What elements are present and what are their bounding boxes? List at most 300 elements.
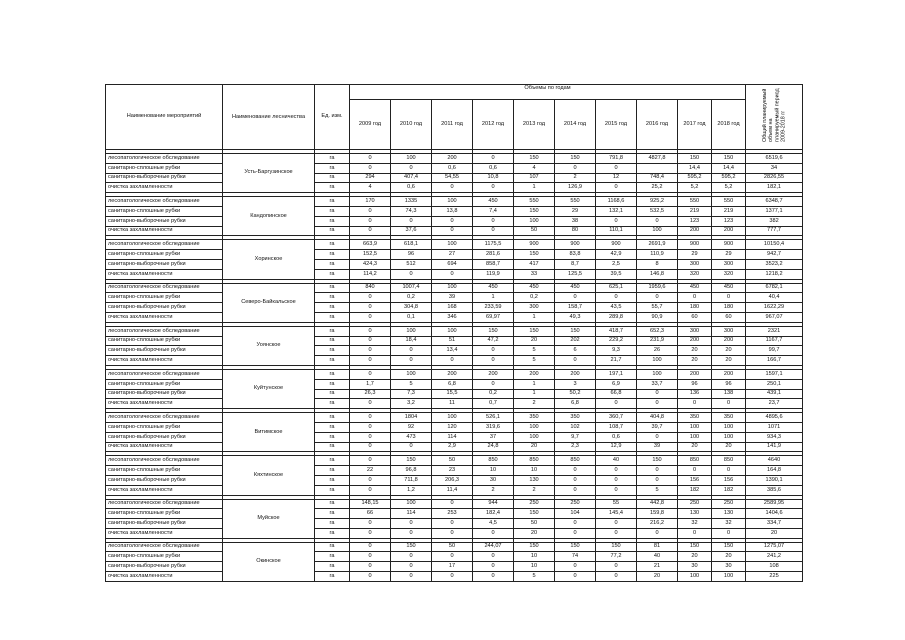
value-cell: 182 xyxy=(678,485,712,495)
value-cell: 0 xyxy=(391,572,432,582)
value-cell: 43,5 xyxy=(596,303,637,313)
value-cell: 2691,9 xyxy=(637,240,678,250)
value-cell: 200 xyxy=(555,369,596,379)
table-row xyxy=(106,499,803,509)
total-cell: 250,1 xyxy=(746,379,803,389)
value-cell: 0 xyxy=(432,226,473,236)
value-cell: 5 xyxy=(514,572,555,582)
table-row xyxy=(106,422,803,432)
value-cell: 38 xyxy=(555,216,596,226)
table-row xyxy=(106,346,803,356)
value-cell: 33 xyxy=(514,269,555,279)
total-cell: 182,1 xyxy=(746,183,803,193)
total-cell: 99,7 xyxy=(746,346,803,356)
value-cell: 150 xyxy=(514,154,555,164)
value-cell: 5 xyxy=(514,346,555,356)
value-cell: 23 xyxy=(432,466,473,476)
activity-cell: лесопатологическое обследование xyxy=(106,154,223,164)
activity-cell: санитарно-сплошные рубки xyxy=(106,250,223,260)
value-cell: 229,2 xyxy=(596,336,637,346)
value-cell: 0 xyxy=(350,226,391,236)
value-cell: 0,2 xyxy=(514,293,555,303)
value-cell: 0 xyxy=(637,528,678,538)
value-cell: 156 xyxy=(678,475,712,485)
value-cell: 900 xyxy=(555,240,596,250)
value-cell: 12,9 xyxy=(596,442,637,452)
value-cell: 360,7 xyxy=(596,413,637,423)
value-cell: 39,7 xyxy=(637,422,678,432)
value-cell: 74,3 xyxy=(391,206,432,216)
value-cell: 30 xyxy=(473,475,514,485)
activity-cell: санитарно-сплошные рубки xyxy=(106,206,223,216)
value-cell: 0 xyxy=(596,528,637,538)
unit-cell: га xyxy=(315,466,350,476)
header-year: 2016 год xyxy=(637,100,678,150)
activity-cell: очистка захламленности xyxy=(106,442,223,452)
value-cell: 0 xyxy=(350,326,391,336)
value-cell: 0 xyxy=(596,183,637,193)
activity-cell: лесопатологическое обследование xyxy=(106,456,223,466)
forestry-cell: Витимское xyxy=(223,413,315,452)
value-cell: 2,3 xyxy=(555,442,596,452)
unit-cell: га xyxy=(315,293,350,303)
value-cell: 0 xyxy=(712,399,746,409)
activity-cell: лесопатологическое обследование xyxy=(106,542,223,552)
value-cell: 0 xyxy=(678,293,712,303)
table-row xyxy=(106,226,803,236)
value-cell: 32 xyxy=(712,519,746,529)
value-cell: 10,8 xyxy=(473,173,514,183)
value-cell: 0 xyxy=(473,226,514,236)
value-cell: 0 xyxy=(555,163,596,173)
activity-cell: санитарно-сплошные рубки xyxy=(106,163,223,173)
unit-cell: га xyxy=(315,183,350,193)
value-cell: 350 xyxy=(678,413,712,423)
value-cell: 6,9 xyxy=(596,379,637,389)
value-cell: 216,2 xyxy=(637,519,678,529)
value-cell: 320 xyxy=(678,269,712,279)
value-cell: 80 xyxy=(555,226,596,236)
value-cell: 100 xyxy=(391,326,432,336)
value-cell: 74 xyxy=(555,552,596,562)
value-cell: 900 xyxy=(678,240,712,250)
value-cell: 50 xyxy=(432,456,473,466)
value-cell: 618,1 xyxy=(391,240,432,250)
activity-cell: санитарно-выборочные рубки xyxy=(106,303,223,313)
value-cell: 6,8 xyxy=(555,399,596,409)
value-cell: 1804 xyxy=(391,413,432,423)
unit-cell: га xyxy=(315,259,350,269)
value-cell: 156 xyxy=(712,475,746,485)
table-row xyxy=(106,552,803,562)
value-cell: 1,2 xyxy=(391,485,432,495)
value-cell: 0 xyxy=(432,269,473,279)
value-cell: 5 xyxy=(637,485,678,495)
value-cell: 30 xyxy=(678,562,712,572)
unit-cell: га xyxy=(315,509,350,519)
value-cell: 1 xyxy=(514,379,555,389)
value-cell: 0 xyxy=(432,216,473,226)
value-cell: 858,7 xyxy=(473,259,514,269)
value-cell: 100 xyxy=(678,572,712,582)
value-cell: 200 xyxy=(514,369,555,379)
value-cell: 0 xyxy=(350,336,391,346)
value-cell: 532,5 xyxy=(637,206,678,216)
value-cell: 96 xyxy=(391,250,432,260)
activity-cell: очистка захламленности xyxy=(106,572,223,582)
header-volumes: Объемы по годам xyxy=(350,85,746,100)
value-cell: 0 xyxy=(350,356,391,366)
activity-cell: санитарно-выборочные рубки xyxy=(106,475,223,485)
table-row xyxy=(106,442,803,452)
value-cell: 100 xyxy=(432,283,473,293)
value-cell: 39 xyxy=(637,442,678,452)
value-cell: 550 xyxy=(514,197,555,207)
value-cell: 159,8 xyxy=(637,509,678,519)
unit-cell: га xyxy=(315,399,350,409)
unit-cell: га xyxy=(315,442,350,452)
value-cell: 595,2 xyxy=(712,173,746,183)
value-cell: 22 xyxy=(350,466,391,476)
value-cell: 4 xyxy=(350,183,391,193)
table-row xyxy=(106,312,803,322)
value-cell: 0 xyxy=(596,562,637,572)
table-row xyxy=(106,519,803,529)
value-cell: 450 xyxy=(514,283,555,293)
value-cell: 7,3 xyxy=(391,389,432,399)
value-cell: 202 xyxy=(555,336,596,346)
value-cell: 81 xyxy=(637,542,678,552)
value-cell: 0 xyxy=(391,519,432,529)
value-cell: 110,9 xyxy=(637,250,678,260)
forestry-cell: Кандопинское xyxy=(223,197,315,236)
value-cell: 50 xyxy=(514,519,555,529)
value-cell: 0 xyxy=(391,562,432,572)
value-cell: 60 xyxy=(678,312,712,322)
value-cell: 150 xyxy=(514,326,555,336)
value-cell: 11,4 xyxy=(432,485,473,495)
value-cell: 136 xyxy=(678,389,712,399)
value-cell: 0 xyxy=(678,528,712,538)
value-cell: 550 xyxy=(555,197,596,207)
value-cell: 152,5 xyxy=(350,250,391,260)
value-cell: 0 xyxy=(555,475,596,485)
total-cell: 934,3 xyxy=(746,432,803,442)
value-cell: 104 xyxy=(555,509,596,519)
value-cell: 0 xyxy=(391,346,432,356)
value-cell: 42,9 xyxy=(596,250,637,260)
value-cell: 6,8 xyxy=(432,379,473,389)
value-cell: 150 xyxy=(514,509,555,519)
value-cell: 219 xyxy=(678,206,712,216)
table-row xyxy=(106,197,803,207)
value-cell: 150 xyxy=(712,154,746,164)
value-cell: 40 xyxy=(637,552,678,562)
table-row xyxy=(106,369,803,379)
activity-cell: санитарно-сплошные рубки xyxy=(106,552,223,562)
value-cell: 0 xyxy=(350,312,391,322)
value-cell: 0 xyxy=(350,422,391,432)
activity-cell: лесопатологическое обследование xyxy=(106,413,223,423)
value-cell: 300 xyxy=(514,303,555,313)
forestry-cell: Усть-Баргузинское xyxy=(223,154,315,193)
total-cell: 166,7 xyxy=(746,356,803,366)
value-cell: 66 xyxy=(350,509,391,519)
value-cell: 150 xyxy=(555,154,596,164)
table-row xyxy=(106,293,803,303)
value-cell: 1 xyxy=(473,293,514,303)
value-cell: 20 xyxy=(712,442,746,452)
value-cell: 100 xyxy=(391,154,432,164)
value-cell: 54,55 xyxy=(432,173,473,183)
unit-cell: га xyxy=(315,250,350,260)
value-cell: 0 xyxy=(350,562,391,572)
value-cell: 350 xyxy=(712,413,746,423)
value-cell: 96 xyxy=(712,379,746,389)
value-cell: 15,5 xyxy=(432,389,473,399)
value-cell: 711,8 xyxy=(391,475,432,485)
value-cell: 13,4 xyxy=(432,346,473,356)
value-cell: 96 xyxy=(678,379,712,389)
header-year: 2015 год xyxy=(596,100,637,150)
value-cell: 0,6 xyxy=(596,432,637,442)
value-cell: 319,6 xyxy=(473,422,514,432)
value-cell: 100 xyxy=(712,572,746,582)
value-cell: 900 xyxy=(514,240,555,250)
value-cell: 100 xyxy=(712,422,746,432)
value-cell: 1959,6 xyxy=(637,283,678,293)
value-cell: 0 xyxy=(637,389,678,399)
value-cell: 450 xyxy=(678,283,712,293)
value-cell: 25,2 xyxy=(637,183,678,193)
value-cell: 26,3 xyxy=(350,389,391,399)
value-cell: 150 xyxy=(678,154,712,164)
value-cell: 69,97 xyxy=(473,312,514,322)
value-cell: 158,7 xyxy=(555,303,596,313)
activity-cell: очистка захламленности xyxy=(106,226,223,236)
table-row xyxy=(106,456,803,466)
table-row xyxy=(106,326,803,336)
unit-cell: га xyxy=(315,206,350,216)
value-cell: 132,1 xyxy=(596,206,637,216)
total-cell: 108 xyxy=(746,562,803,572)
value-cell: 0 xyxy=(473,154,514,164)
value-cell: 304,8 xyxy=(391,303,432,313)
value-cell: 114 xyxy=(391,509,432,519)
unit-cell: га xyxy=(315,197,350,207)
value-cell: 0 xyxy=(350,369,391,379)
value-cell: 100 xyxy=(712,432,746,442)
value-cell: 0 xyxy=(350,413,391,423)
forestry-cell: Уоянское xyxy=(223,326,315,365)
value-cell: 850 xyxy=(678,456,712,466)
unit-cell: га xyxy=(315,369,350,379)
table-row xyxy=(106,269,803,279)
total-cell: 2826,55 xyxy=(746,173,803,183)
total-cell: 10150,4 xyxy=(746,240,803,250)
value-cell: 0 xyxy=(350,216,391,226)
value-cell: 26 xyxy=(637,346,678,356)
value-cell: 791,8 xyxy=(596,154,637,164)
total-cell: 967,07 xyxy=(746,312,803,322)
forestry-cell: Северо-Байкальское xyxy=(223,283,315,322)
value-cell: 20 xyxy=(637,572,678,582)
total-cell: 1167,7 xyxy=(746,336,803,346)
header-row-top xyxy=(106,85,803,100)
value-cell: 1168,6 xyxy=(596,197,637,207)
activity-cell: лесопатологическое обследование xyxy=(106,240,223,250)
total-cell: 6348,7 xyxy=(746,197,803,207)
unit-cell: га xyxy=(315,499,350,509)
value-cell: 0 xyxy=(350,206,391,216)
value-cell: 8 xyxy=(637,259,678,269)
value-cell: 100 xyxy=(678,422,712,432)
forestry-cell: Кяхтинское xyxy=(223,456,315,495)
total-cell: 942,7 xyxy=(746,250,803,260)
activity-cell: санитарно-выборочные рубки xyxy=(106,259,223,269)
table-row xyxy=(106,259,803,269)
value-cell: 20 xyxy=(712,552,746,562)
value-cell: 123 xyxy=(712,216,746,226)
value-cell: 281,6 xyxy=(473,250,514,260)
unit-cell: га xyxy=(315,226,350,236)
unit-cell: га xyxy=(315,269,350,279)
value-cell: 102 xyxy=(555,422,596,432)
value-cell: 0 xyxy=(350,399,391,409)
value-cell: 0 xyxy=(596,485,637,495)
value-cell: 100 xyxy=(391,499,432,509)
value-cell: 0 xyxy=(350,552,391,562)
activity-cell: лесопатологическое обследование xyxy=(106,283,223,293)
value-cell: 2,9 xyxy=(432,442,473,452)
activity-cell: очистка захламленности xyxy=(106,269,223,279)
table-row xyxy=(106,413,803,423)
table-row xyxy=(106,528,803,538)
value-cell: 206,3 xyxy=(432,475,473,485)
header-year: 2018 год xyxy=(712,100,746,150)
value-cell: 7,4 xyxy=(473,206,514,216)
table-row xyxy=(106,509,803,519)
unit-cell: га xyxy=(315,552,350,562)
total-cell: 6782,1 xyxy=(746,283,803,293)
total-cell: 385,6 xyxy=(746,485,803,495)
table-row xyxy=(106,240,803,250)
value-cell: 200 xyxy=(432,369,473,379)
value-cell: 130 xyxy=(514,475,555,485)
value-cell: 200 xyxy=(712,226,746,236)
activity-cell: санитарно-сплошные рубки xyxy=(106,422,223,432)
value-cell: 100 xyxy=(432,326,473,336)
value-cell: 5,2 xyxy=(712,183,746,193)
value-cell xyxy=(637,163,678,173)
total-cell: 1622,29 xyxy=(746,303,803,313)
value-cell: 200 xyxy=(678,369,712,379)
value-cell: 0 xyxy=(637,432,678,442)
measures-table xyxy=(105,84,803,582)
value-cell: 100 xyxy=(678,432,712,442)
value-cell: 10 xyxy=(514,562,555,572)
value-cell: 100 xyxy=(432,197,473,207)
unit-cell: га xyxy=(315,456,350,466)
value-cell: 0 xyxy=(596,293,637,303)
activity-cell: лесопатологическое обследование xyxy=(106,499,223,509)
value-cell: 100 xyxy=(514,422,555,432)
value-cell: 625,1 xyxy=(596,283,637,293)
value-cell: 200 xyxy=(678,226,712,236)
activity-cell: санитарно-выборочные рубки xyxy=(106,173,223,183)
value-cell: 0 xyxy=(555,485,596,495)
total-cell: 3523,2 xyxy=(746,259,803,269)
value-cell: 148,15 xyxy=(350,499,391,509)
table-row xyxy=(106,283,803,293)
value-cell: 0,2 xyxy=(473,389,514,399)
value-cell: 652,3 xyxy=(637,326,678,336)
value-cell: 595,2 xyxy=(678,173,712,183)
value-cell: 150 xyxy=(514,542,555,552)
value-cell: 0 xyxy=(350,519,391,529)
value-cell: 0 xyxy=(391,356,432,366)
value-cell: 0 xyxy=(473,216,514,226)
value-cell: 83,8 xyxy=(555,250,596,260)
value-cell: 925,2 xyxy=(637,197,678,207)
value-cell: 0 xyxy=(350,163,391,173)
value-cell: 694 xyxy=(432,259,473,269)
value-cell: 4 xyxy=(514,163,555,173)
value-cell: 100 xyxy=(514,432,555,442)
total-cell: 23,7 xyxy=(746,399,803,409)
activity-cell: очистка захламленности xyxy=(106,312,223,322)
value-cell: 512 xyxy=(391,259,432,269)
value-cell: 130 xyxy=(712,509,746,519)
value-cell: 126,9 xyxy=(555,183,596,193)
value-cell: 180 xyxy=(678,303,712,313)
activity-cell: санитарно-сплошные рубки xyxy=(106,336,223,346)
value-cell: 526,1 xyxy=(473,413,514,423)
value-cell: 300 xyxy=(712,259,746,269)
value-cell: 130 xyxy=(678,509,712,519)
value-cell: 0 xyxy=(473,528,514,538)
activity-cell: санитарно-сплошные рубки xyxy=(106,509,223,519)
value-cell: 0 xyxy=(350,432,391,442)
value-cell: 442,8 xyxy=(637,499,678,509)
value-cell: 1,7 xyxy=(350,379,391,389)
value-cell: 663,9 xyxy=(350,240,391,250)
value-cell: 0 xyxy=(473,572,514,582)
value-cell: 14,4 xyxy=(678,163,712,173)
value-cell: 107 xyxy=(514,173,555,183)
value-cell: 0 xyxy=(555,466,596,476)
unit-cell: га xyxy=(315,389,350,399)
total-cell: 1404,6 xyxy=(746,509,803,519)
value-cell: 200 xyxy=(473,369,514,379)
header-year: 2013 год xyxy=(514,100,555,150)
header-unit: Ед. изм. xyxy=(315,85,350,150)
value-cell: 150 xyxy=(514,206,555,216)
table-row xyxy=(106,206,803,216)
value-cell: 300 xyxy=(678,259,712,269)
value-cell: 20 xyxy=(514,336,555,346)
value-cell: 300 xyxy=(678,326,712,336)
value-cell: 850 xyxy=(712,456,746,466)
value-cell: 850 xyxy=(514,456,555,466)
activity-cell: очистка захламленности xyxy=(106,399,223,409)
value-cell: 145,4 xyxy=(596,509,637,519)
value-cell: 4,5 xyxy=(473,519,514,529)
value-cell: 250 xyxy=(712,499,746,509)
value-cell: 450 xyxy=(473,283,514,293)
value-cell: 114,2 xyxy=(350,269,391,279)
value-cell: 0 xyxy=(596,466,637,476)
